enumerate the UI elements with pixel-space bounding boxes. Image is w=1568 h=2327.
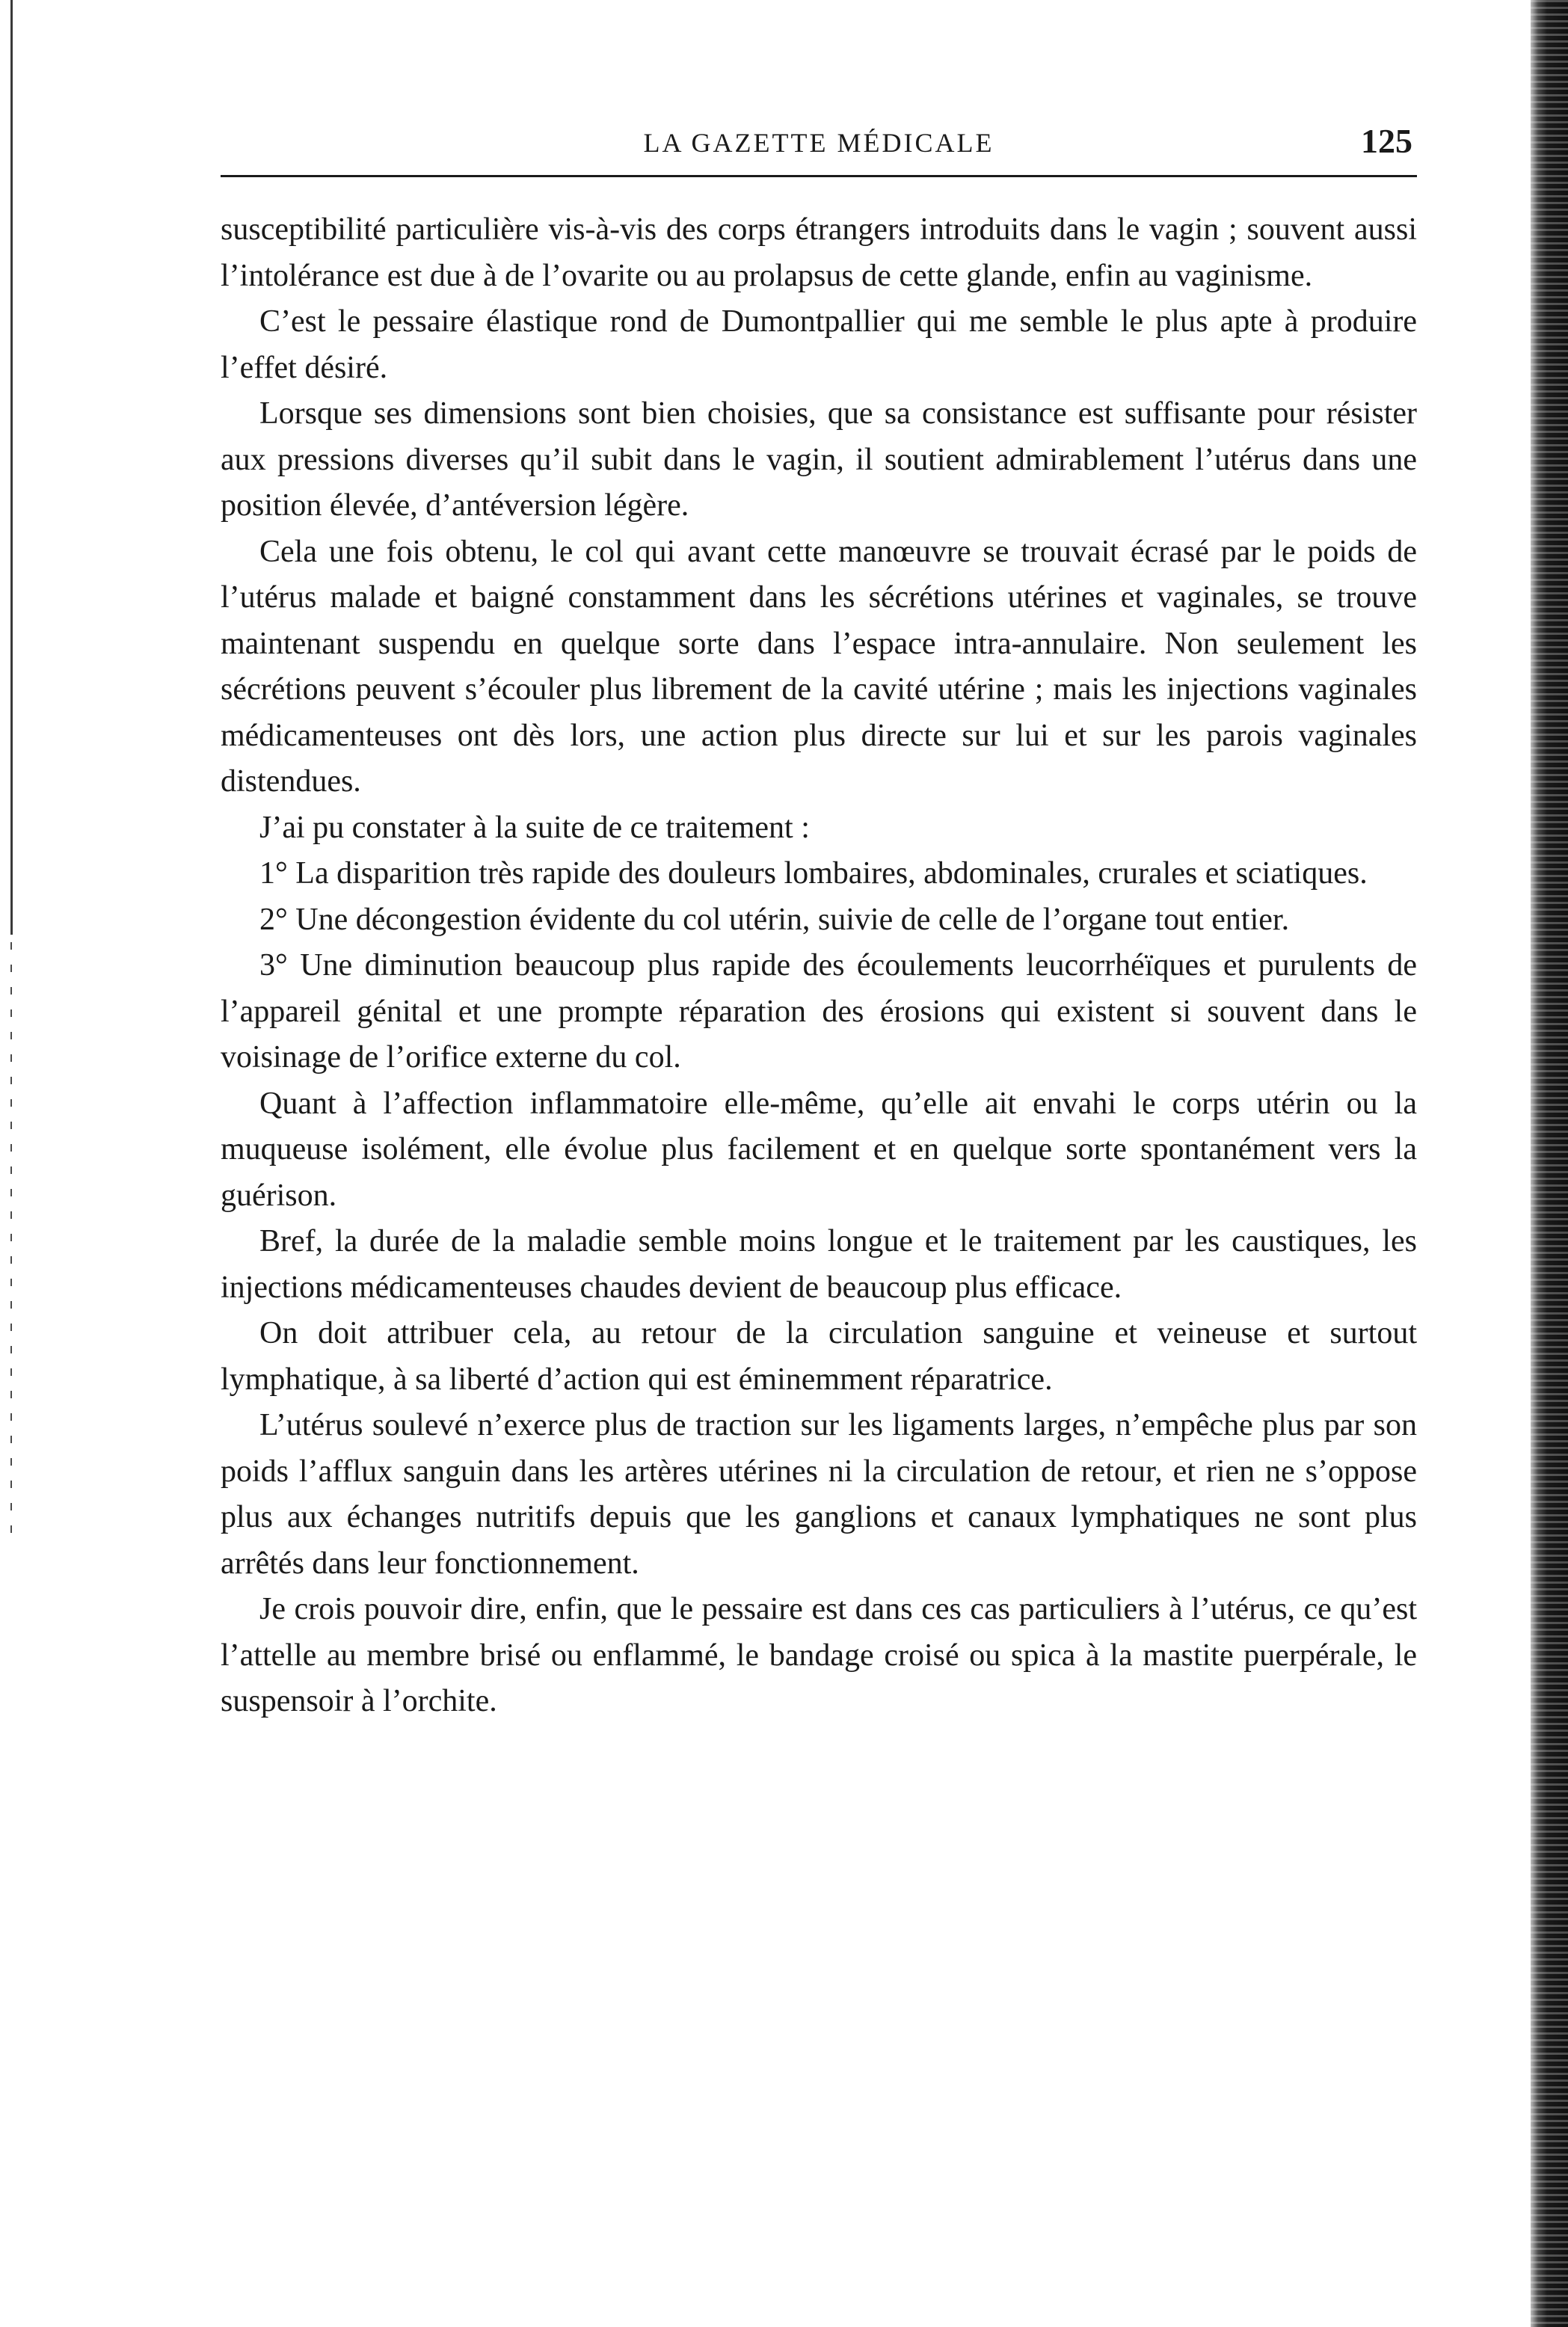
left-page-edge xyxy=(10,0,13,935)
paragraph: Cela une fois obtenu, le col qui avant cette manœuvre se trouvait écrasé par le poids de l’utérus malade et baigné constamment dans les sécrétions utérines et vaginales, se trouve maintenant suspendu en quelque sorte dans l’espace intra-annulaire. Non seulement les sécrétions peuvent s’écouler plus librement de la cavité utérine ; mais les injections vaginales médicamenteuses ont dès lors, une action plus directe sur lui et sur les parois vaginales distendues. xyxy=(221,534,1417,799)
paragraph: Je crois pouvoir dire, enfin, que le pessaire est dans ces cas particuliers à l’utérus, ce qu’est l’attelle au membre brisé ou enflammé, le bandage croisé ou spica à la mastite puerpérale, le suspensoir à l’orchite. xyxy=(221,1592,1417,1718)
paragraph: C’est le pessaire élastique rond de Dumontpallier qui me semble le plus apte à produire l’effet désiré. xyxy=(221,304,1417,385)
paragraph: J’ai pu constater à la suite de ce traitement : xyxy=(259,810,810,845)
paragraph: susceptibilité particulière vis-à-vis des corps étrangers introduits dans le vagin ; souvent aussi l’intolérance est due à de l’ovarite ou au prolapsus de cette glande, enfin au vaginisme. xyxy=(221,212,1417,293)
list-item: 3° Une diminution beaucoup plus rapide des écoulements leucorrhéïques et purulents de l’appareil génital et une prompte réparation des érosions qui existent si souvent dans le voisinage de l’orifice externe du col. xyxy=(221,948,1417,1075)
left-page-edge-marks xyxy=(10,942,12,1540)
running-head xyxy=(221,120,1417,172)
list-item: 1° La disparition très rapide des douleurs lombaires, abdominales, crurales et sciatiques. xyxy=(259,856,1368,891)
header-rule xyxy=(221,175,1417,177)
journal-title: LA GAZETTE MÉDICALE xyxy=(643,128,994,158)
paragraph: Bref, la durée de la maladie semble moins longue et le traitement par les caustiques, les injections médicamenteuses chaudes devient de beaucoup plus efficace. xyxy=(221,1224,1417,1305)
list-item: 2° Une décongestion évidente du col utérin, suivie de celle de l’organe tout entier. xyxy=(259,902,1290,937)
paragraph: Quant à l’affection inflammatoire elle-même, qu’elle ait envahi le corps utérin ou la muqueuse isolément, elle évolue plus facilement et en quelque sorte spontanément vers la guérison. xyxy=(221,1086,1417,1213)
page-number: 125 xyxy=(1361,122,1412,160)
paragraph: On doit attribuer cela, au retour de la circulation sanguine et veineuse et surtout lymphatique, à sa liberté d’action qui est éminemment réparatrice. xyxy=(221,1316,1417,1397)
body-text xyxy=(221,207,1417,1725)
paragraph: Lorsque ses dimensions sont bien choisies, que sa consistance est suffisante pour résister aux pressions diverses qu’il subit dans le vagin, il soutient admirablement l’utérus dans une position élevée, d’antéversion légère. xyxy=(221,396,1417,523)
book-spine-edge xyxy=(1531,0,1568,2327)
paragraph: L’utérus soulevé n’exerce plus de traction sur les ligaments larges, n’empêche plus par son poids l’afflux sanguin dans les artères utérines ni la circulation de retour, et rien ne s’oppose plus aux échanges nutritifs depuis que les ganglions et canaux lymphatiques ne sont plus arrêtés dans leur fonctionnement. xyxy=(221,1408,1417,1581)
document-page xyxy=(221,120,1417,1725)
